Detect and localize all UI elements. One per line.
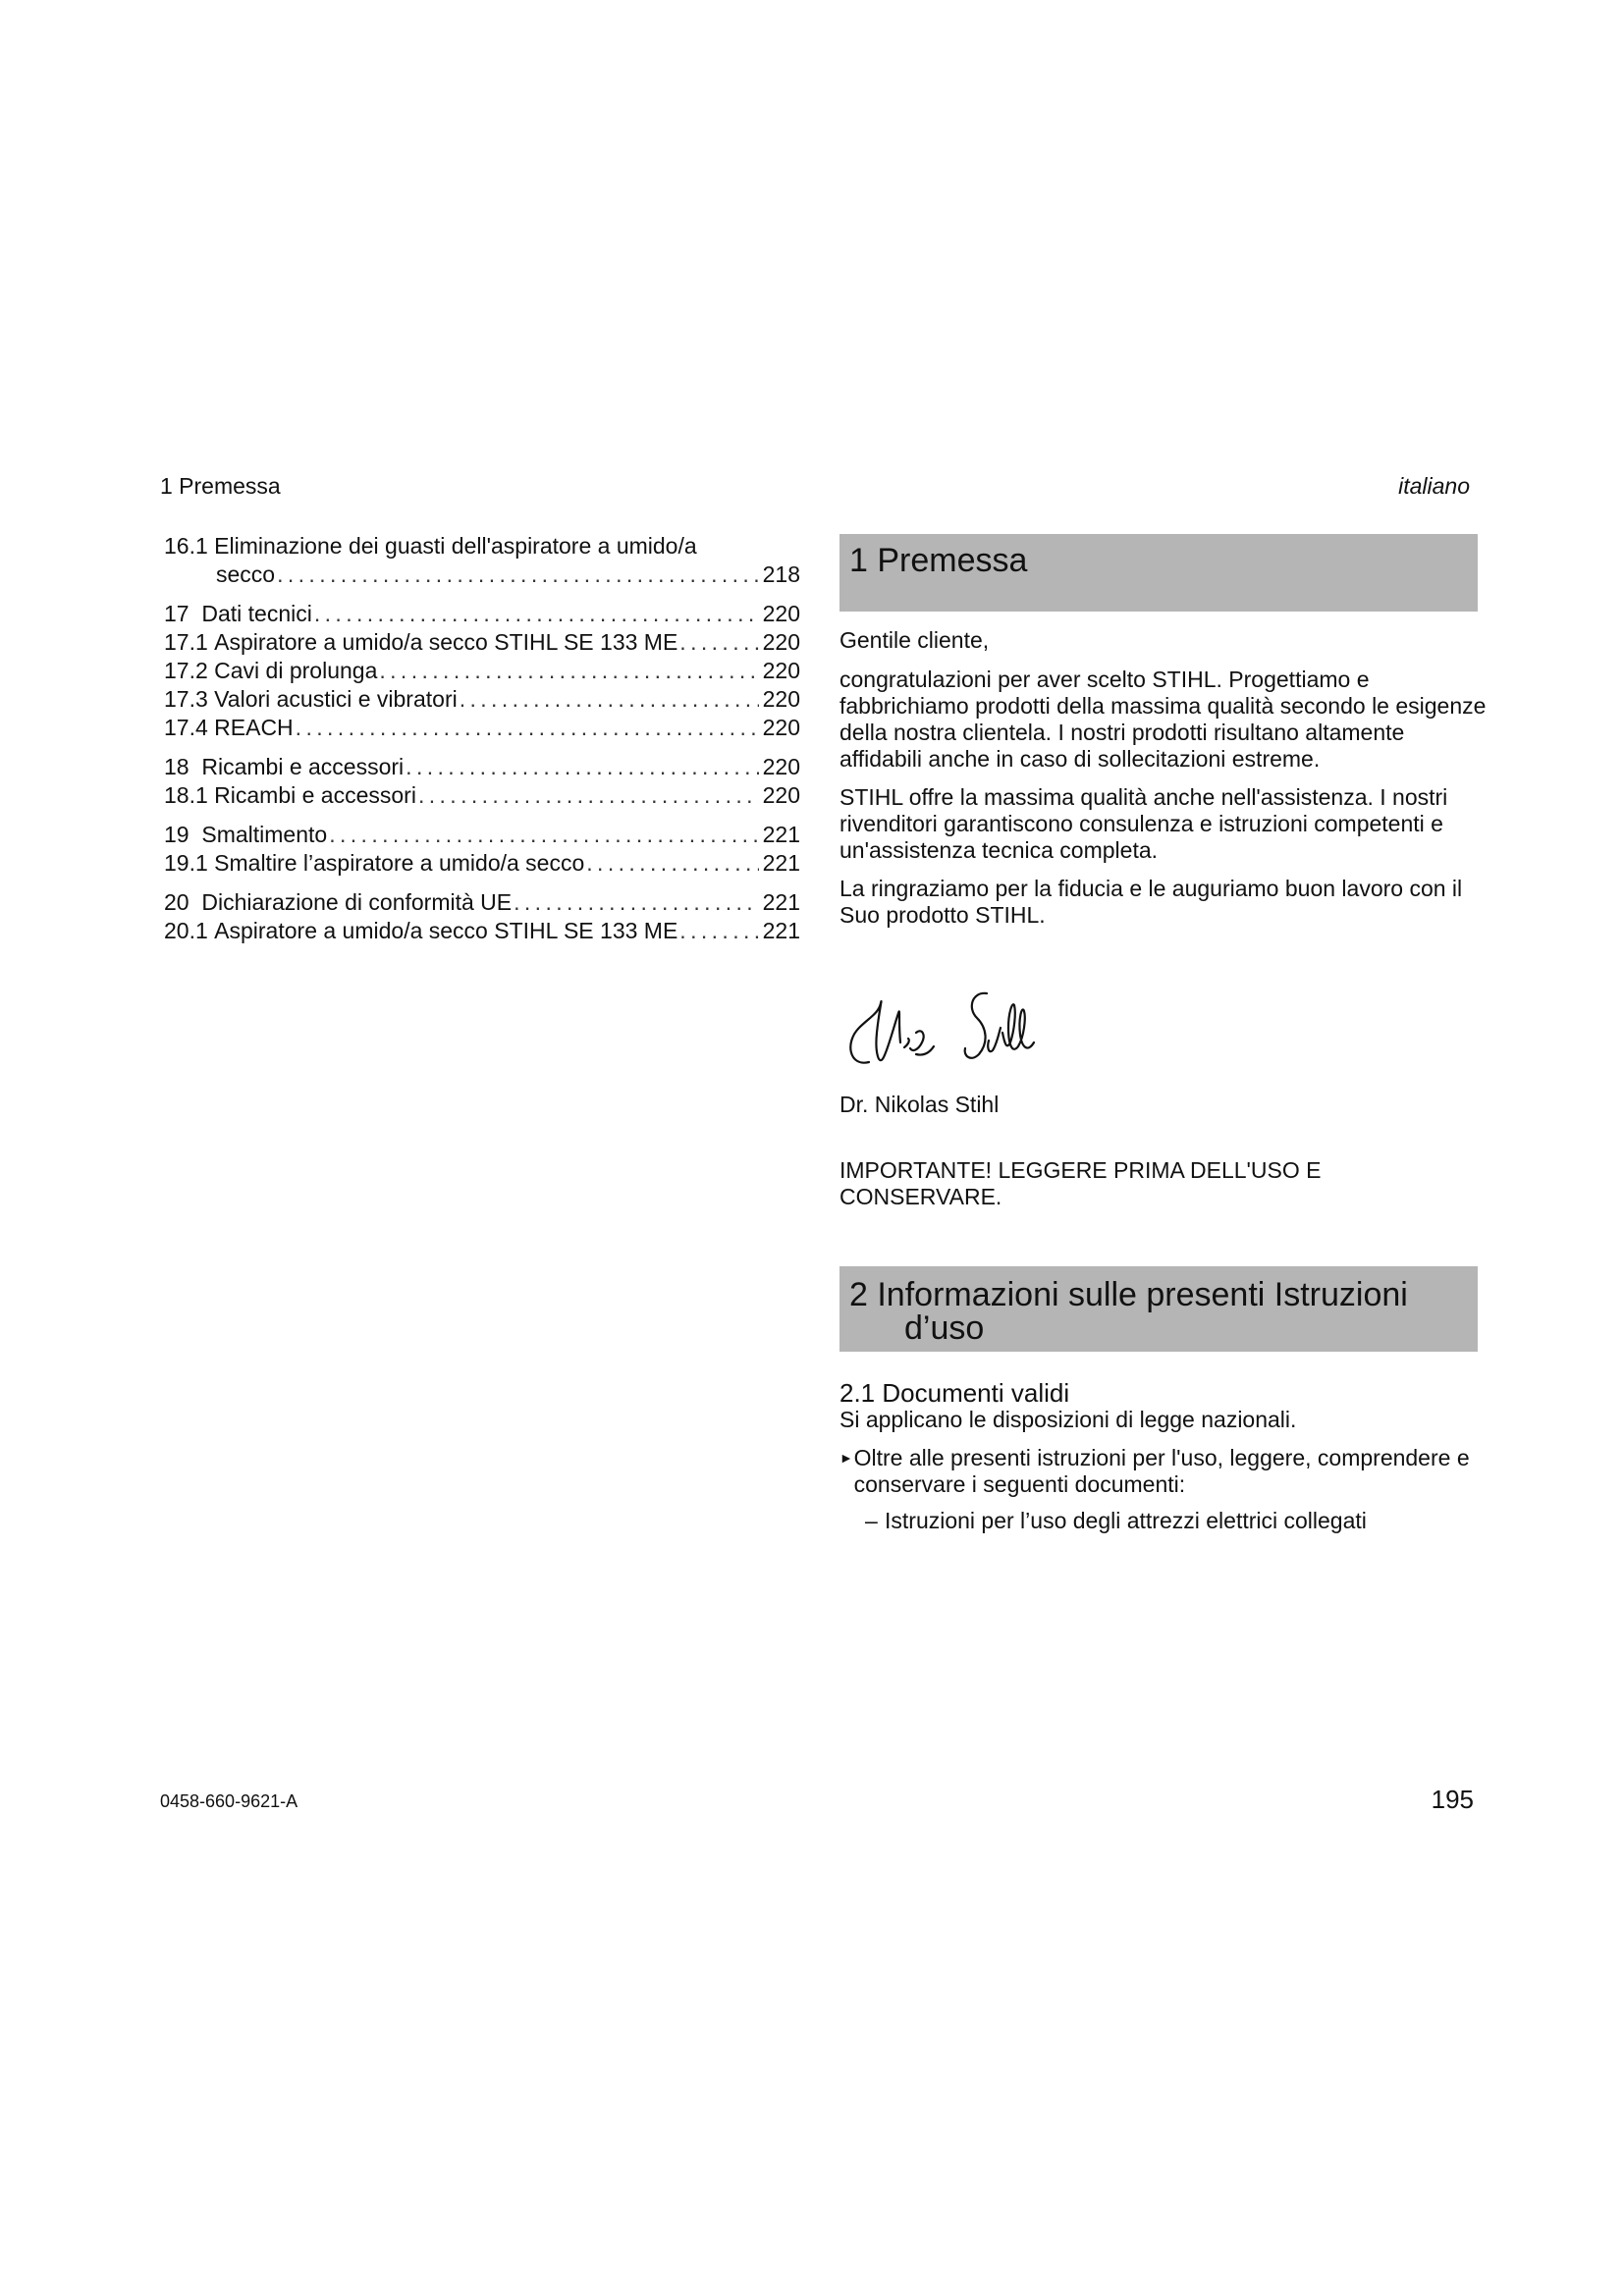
toc-entry <box>164 714 800 742</box>
toc-entry-number: 17.2 <box>164 658 208 683</box>
greeting: Gentile cliente, <box>839 627 990 653</box>
toc-entry-title: Ricambi e accessori <box>214 782 416 808</box>
toc-entry-page: 221 <box>762 889 800 915</box>
section-heading-line1: 2 Informazioni sulle presenti Istruzioni <box>849 1276 1408 1313</box>
toc-entry-page: 218 <box>762 561 800 587</box>
toc-entry-page: 220 <box>762 754 800 779</box>
running-header-section: 1 Premessa <box>160 473 281 499</box>
page-number: 195 <box>1431 1785 1474 1814</box>
toc-entry-title: REACH <box>214 715 294 740</box>
toc-entry <box>164 917 800 945</box>
toc-entry <box>164 600 800 628</box>
toc-entry-page: 220 <box>762 782 800 808</box>
toc-entry-title: Aspiratore a umido/a secco STIHL SE 133 ME <box>214 629 678 655</box>
bullet-text: Oltre alle presenti istruzioni per l'uso, leggere, comprendere e conservare i seguenti documenti: <box>853 1445 1470 1497</box>
service-paragraph: STIHL offre la massima qualità anche nell'assistenza. I nostri rivenditori garantiscono consulenza e istruzioni competenti e un'assistenza tecnica completa. <box>839 784 1448 863</box>
toc-entry-number: 20.1 <box>164 918 208 943</box>
toc-leader <box>586 849 759 878</box>
document-number: 0458-660-9621-A <box>160 1791 298 1811</box>
toc-entry-number: 17.4 <box>164 715 208 740</box>
toc-entry-title: Smaltimento <box>201 822 328 847</box>
sub-bullet-text: Istruzioni per l’uso degli attrezzi elettrici collegati <box>885 1508 1367 1533</box>
toc-entry-title: Smaltire l’aspiratore a umido/a secco <box>214 850 585 876</box>
toc-entry-number: 17.3 <box>164 686 208 712</box>
toc-entry-title: Eliminazione dei guasti dell'aspiratore a umido/a <box>214 533 697 559</box>
toc-entry <box>164 657 800 685</box>
toc-entry-page: 220 <box>762 629 800 655</box>
toc-entry <box>164 685 800 714</box>
toc-entry <box>164 628 800 657</box>
intro-paragraph: congratulazioni per aver scelto STIHL. Progettiamo e fabbrichiamo prodotti della massima qualità secondo le esigenze della nostra clientela. I nostri prodotti risultano altamente affidabili anche in caso di sollecitazioni estreme. <box>839 667 1487 772</box>
toc-entry-number: 19.1 <box>164 850 208 876</box>
section-heading: 1 Premessa <box>839 534 1478 612</box>
toc-entry <box>164 849 800 878</box>
list-item <box>839 1445 1488 1498</box>
thanks-paragraph: La ringraziamo per la fiducia e le auguriamo buon lavoro con il Suo prodotto STIHL. <box>839 876 1463 928</box>
section-heading-line2: d’uso <box>904 1309 985 1347</box>
toc-entry-number: 17 <box>164 601 189 626</box>
toc-leader <box>514 888 759 917</box>
running-header-language: italiano <box>1398 473 1470 499</box>
toc-leader <box>296 714 759 742</box>
section-premessa <box>839 534 1488 929</box>
toc-leader <box>406 753 759 781</box>
toc-leader <box>314 600 759 628</box>
toc-entry-number: 18.1 <box>164 782 208 808</box>
toc-entry-page: 220 <box>762 715 800 740</box>
toc-entry-page: 221 <box>762 822 800 847</box>
toc-entry-title: Ricambi e accessori <box>201 754 405 779</box>
toc-entry <box>164 781 800 810</box>
toc-leader <box>329 821 759 849</box>
toc-leader <box>460 685 759 714</box>
toc-entry-number: 16.1 <box>164 533 208 559</box>
toc-entry-page: 220 <box>762 658 800 683</box>
toc-entry <box>164 821 800 849</box>
dash-icon: – <box>865 1508 878 1533</box>
toc-entry <box>164 753 800 781</box>
toc-leader <box>379 657 759 685</box>
toc-entry-page: 220 <box>762 686 800 712</box>
toc-entry-title: Valori acustici e vibratori <box>214 686 458 712</box>
toc-leader <box>418 781 759 810</box>
toc-entry-number: 19 <box>164 822 189 847</box>
sub-list-item <box>839 1508 1488 1534</box>
toc-entry-title: Dichiarazione di conformità UE <box>201 889 513 915</box>
toc-leader <box>679 917 759 945</box>
toc-entry-number: 18 <box>164 754 189 779</box>
subsection-intro: Si applicano le disposizioni di legge nazionali. <box>839 1407 1297 1432</box>
toc-entry <box>164 532 800 589</box>
toc-leader <box>277 561 759 589</box>
toc-entry-title-cont: secco <box>216 561 276 587</box>
toc-entry-page: 221 <box>762 918 800 943</box>
signature-image <box>839 974 1056 1082</box>
section-informazioni <box>839 1266 1488 1534</box>
important-notice: IMPORTANTE! LEGGERE PRIMA DELL'USO E CONSERVARE. <box>839 1157 1322 1209</box>
table-of-contents <box>164 532 800 945</box>
toc-entry-page: 221 <box>762 850 800 876</box>
toc-entry-title: Cavi di prolunga <box>214 658 378 683</box>
bullet-triangle-icon: ► <box>839 1450 853 1466</box>
signature-block <box>839 1092 1488 1210</box>
toc-entry-page: 220 <box>762 601 800 626</box>
section-heading <box>839 1266 1478 1352</box>
toc-entry-number: 17.1 <box>164 629 208 655</box>
toc-entry-title: Dati tecnici <box>201 601 312 626</box>
toc-leader <box>679 628 759 657</box>
toc-entry <box>164 888 800 917</box>
signature-name: Dr. Nikolas Stihl <box>839 1092 1000 1117</box>
subsection-heading: 2.1 Documenti validi <box>839 1378 1070 1408</box>
toc-entry-title: Aspiratore a umido/a secco STIHL SE 133 ME <box>214 918 678 943</box>
toc-entry-number: 20 <box>164 889 189 915</box>
